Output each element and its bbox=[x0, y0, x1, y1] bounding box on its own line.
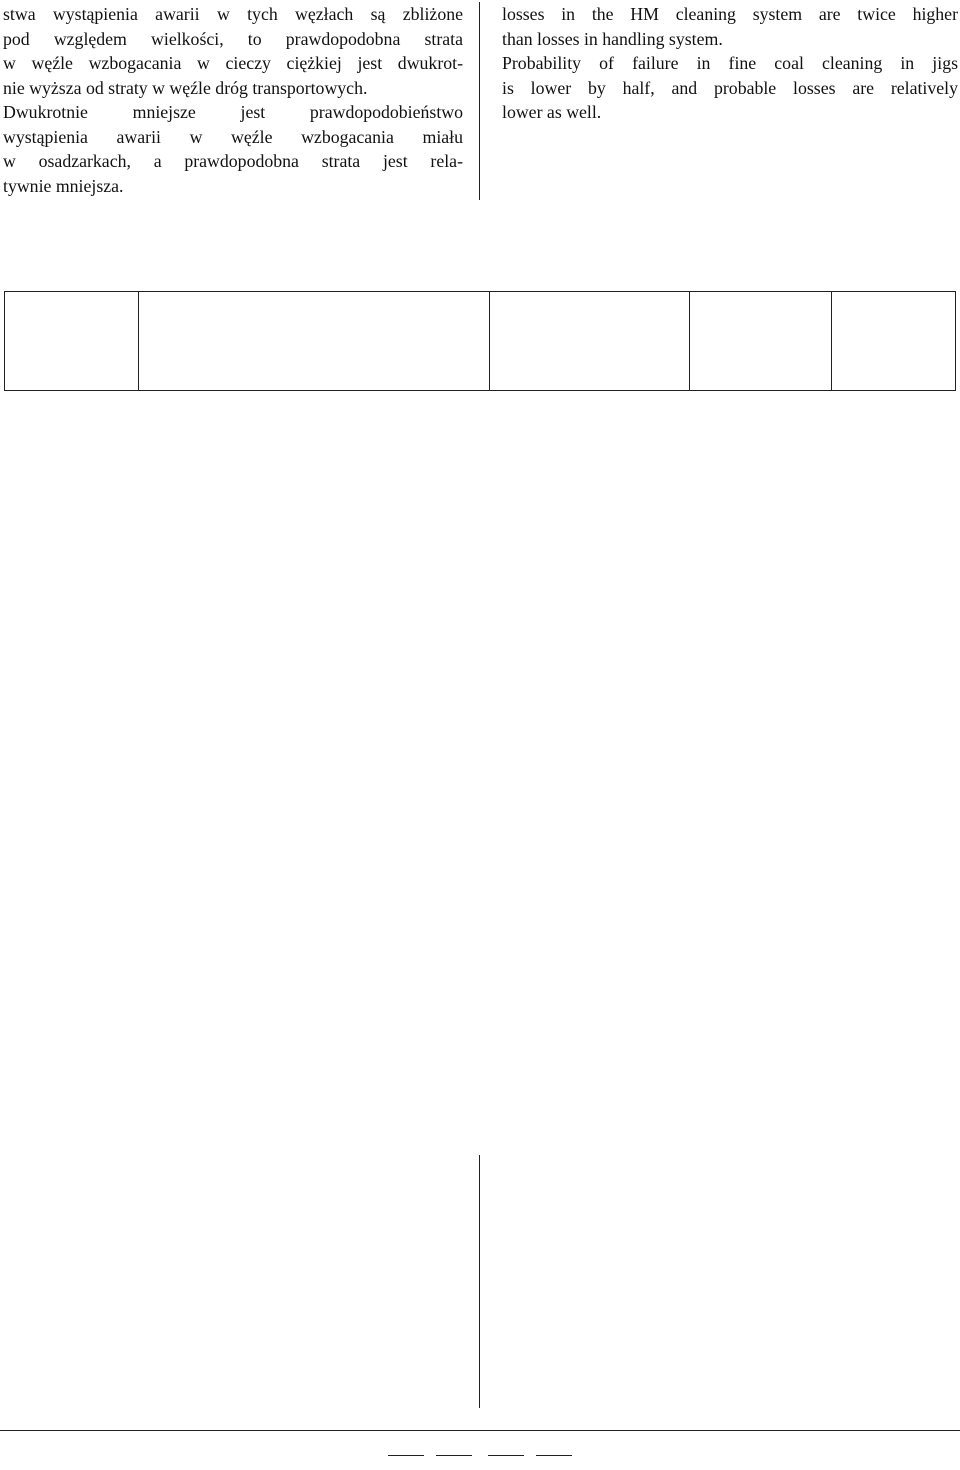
dash bbox=[388, 1455, 424, 1456]
column-divider bbox=[479, 2, 480, 200]
page-footer bbox=[0, 1447, 960, 1463]
summary-pl bbox=[3, 1158, 459, 1160]
footer-rule bbox=[0, 1430, 960, 1431]
text-line: tywnie mniejsza. bbox=[3, 175, 124, 196]
risk-table bbox=[4, 291, 956, 391]
summary-en bbox=[502, 1158, 958, 1160]
dash bbox=[436, 1455, 472, 1456]
text-line: nie wyższa od straty w węźle dróg transportowych. bbox=[3, 77, 368, 98]
header-risk bbox=[832, 292, 956, 391]
text-line: Dwukrotnie mniejsze jest prawdopodobieństwo bbox=[3, 102, 463, 122]
top-right-text bbox=[502, 2, 958, 125]
text-line: lower as well. bbox=[502, 102, 602, 122]
text-line: wystąpienia awarii w węźle wzbogacania miału bbox=[3, 126, 463, 147]
text-line: Probability of failure in fine coal cleaning in jigs bbox=[502, 53, 958, 73]
dash bbox=[488, 1455, 524, 1456]
header-cost bbox=[690, 292, 832, 391]
text-line: losses in the HM cleaning system are twice higher bbox=[502, 4, 958, 24]
table-header-row bbox=[5, 292, 956, 391]
column-divider bbox=[479, 1155, 480, 1408]
header-nr bbox=[5, 292, 139, 391]
header-prob bbox=[490, 292, 690, 391]
text-line: w węźle wzbogacania w cieczy ciężkiej jest dwukrot- bbox=[3, 53, 463, 73]
top-left-text bbox=[3, 2, 463, 198]
text-line: w osadzarkach, a prawdopodobna strata jest rela- bbox=[3, 151, 463, 171]
header-area bbox=[138, 292, 490, 391]
dash bbox=[536, 1455, 572, 1456]
text-line: pod względem wielkości, to prawdopodobna strata bbox=[3, 28, 463, 49]
text-line: is lower by half, and probable losses are relatively bbox=[502, 77, 958, 98]
text-line: than losses in handling system. bbox=[502, 28, 723, 49]
text-line: stwa wystąpienia awarii w tych węzłach są zbliżone bbox=[3, 4, 463, 24]
